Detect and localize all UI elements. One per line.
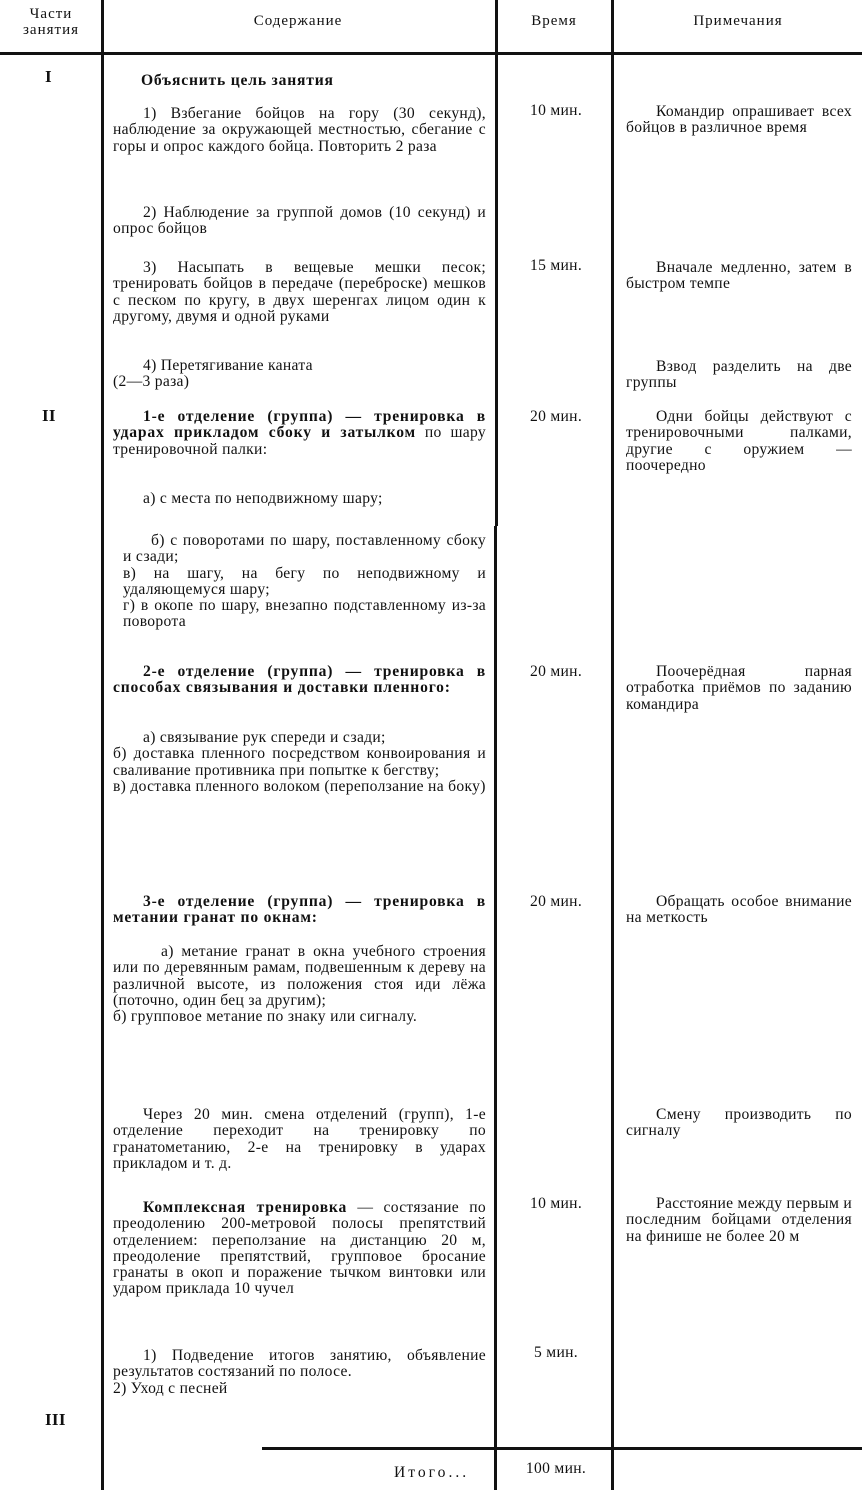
column-rule-content-top: [495, 0, 498, 526]
complex-heading: Комплексная тренировка: [143, 1199, 348, 1216]
time-cell: 20 мин.: [529, 663, 583, 680]
note-cell: Одни бойцы действуют с тренировочными палками, другие с оружием — поочередно: [626, 408, 852, 474]
content-item: 1) Подведение итогов занятию, объявление результатов состязаний по полосе. 2) Уход с песней: [113, 1347, 486, 1397]
time-cell: 10 мин.: [529, 102, 583, 119]
column-rule-content-bottom: [494, 526, 497, 1490]
header-time: Время: [531, 13, 577, 29]
part-3: III: [45, 1410, 66, 1429]
content-item: [113, 409, 486, 458]
note-cell: Поочерёдная парная отработка приёмов по заданию командира: [626, 663, 852, 713]
time-cell: 20 мин.: [529, 408, 583, 425]
note-cell: Взвод разделить на две группы: [626, 358, 852, 392]
time-cell: 10 мин.: [529, 1195, 583, 1212]
column-rule-time: [611, 0, 614, 1490]
header-rule: [0, 52, 862, 55]
note-cell: Вначале медленно, затем в быстром темпе: [626, 259, 852, 293]
squad-heading-rest: по шару тренировочной палки:: [113, 424, 486, 458]
squad-heading: 2-е отделение (группа) — тренировка в способах связывания и доставки пленного:: [113, 663, 486, 697]
squad-heading: 3-е отделение (группа) — тренировка в метании гранат по окнам:: [113, 893, 486, 927]
header-parts: Части занятия: [23, 6, 79, 38]
content-item: а) метание гранат в окна учебного строения или по деревянным рамам, подвешенным к дереву на различной высоте, из положения стоя иди лёжа (поточно, один бец за другим); б) групповое метание по знаку или сигналу.: [113, 943, 486, 1026]
content-item: 2) Наблюдение за группой домов (10 секунд) и опрос бойцов: [113, 204, 486, 238]
part-1: I: [45, 67, 52, 86]
content-goal: Объяснить цель занятия: [141, 72, 334, 89]
note-cell: Командир опрашивает всех бойцов в различное время: [626, 103, 852, 137]
squad-heading: 1-е отделение (группа) — тренировка в ударах прикладом сбоку и затылком: [113, 408, 486, 442]
total-rule: [262, 1447, 862, 1450]
content-item: б) с поворотами по шару, поставленному сбоку и сзади; в) на шагу, на бегу по неподвижному и удаляющемуся шару; г) в окопе по шару, внезапно подставленному из-за поворота: [123, 532, 486, 631]
content-item: Через 20 мин. смена отделений (групп), 1-е отделение переходит на тренировку по гранатометанию, 2-е на тренировку в ударах прикладом и т. д.: [113, 1106, 486, 1172]
content-item: 1) Взбегание бойцов на гору (30 секунд), наблюдение за окружающей местностью, сбегание с горы и опрос каждого бойца. Повторить 2 раза: [113, 105, 486, 155]
time-cell: 15 мин.: [529, 257, 583, 274]
content-item: 3) Насыпать в вещевые мешки песок; тренировать бойцов в передаче (переброске) мешков с песком по кругу, в двух шеренгах лицом один к другому, двумя и одной руками: [113, 259, 486, 325]
note-cell: Расстояние между первым и последним бойцами отделения на финише не более 20 м: [626, 1195, 852, 1245]
header-notes: Примечания: [693, 13, 783, 29]
complex-heading-rest: — состязание по преодолению 200-метровой полосы препятствий отделением: переползание на дистанцию 20 м, преодоление препятствий, групповое бросание гранаты в окоп и поражение тычком винтовки или ударом приклада 10 чучел: [113, 1199, 486, 1298]
header-content: Содержание: [253, 13, 343, 29]
content-item: 4) Перетягивание каната (2—3 раза): [113, 357, 313, 391]
total-time: 100 мин.: [525, 1460, 587, 1477]
note-cell: Смену производить по сигналу: [626, 1106, 852, 1140]
content-item: а) связывание рук спереди и сзади; б) доставка пленного посредством конвоирования и сваливание противника при попытке к бегству; в) доставка пленного волоком (переползание на боку): [113, 729, 486, 795]
part-2: II: [42, 406, 56, 425]
time-cell: 5 мин.: [534, 1344, 578, 1361]
note-cell: Обращать особое внимание на меткость: [626, 893, 852, 927]
time-cell: 20 мин.: [529, 893, 583, 910]
column-rule-parts: [101, 0, 104, 1490]
total-label: Итого...: [394, 1464, 470, 1481]
content-item: а) с места по неподвижному шару;: [143, 490, 383, 507]
content-item: [113, 1200, 486, 1298]
